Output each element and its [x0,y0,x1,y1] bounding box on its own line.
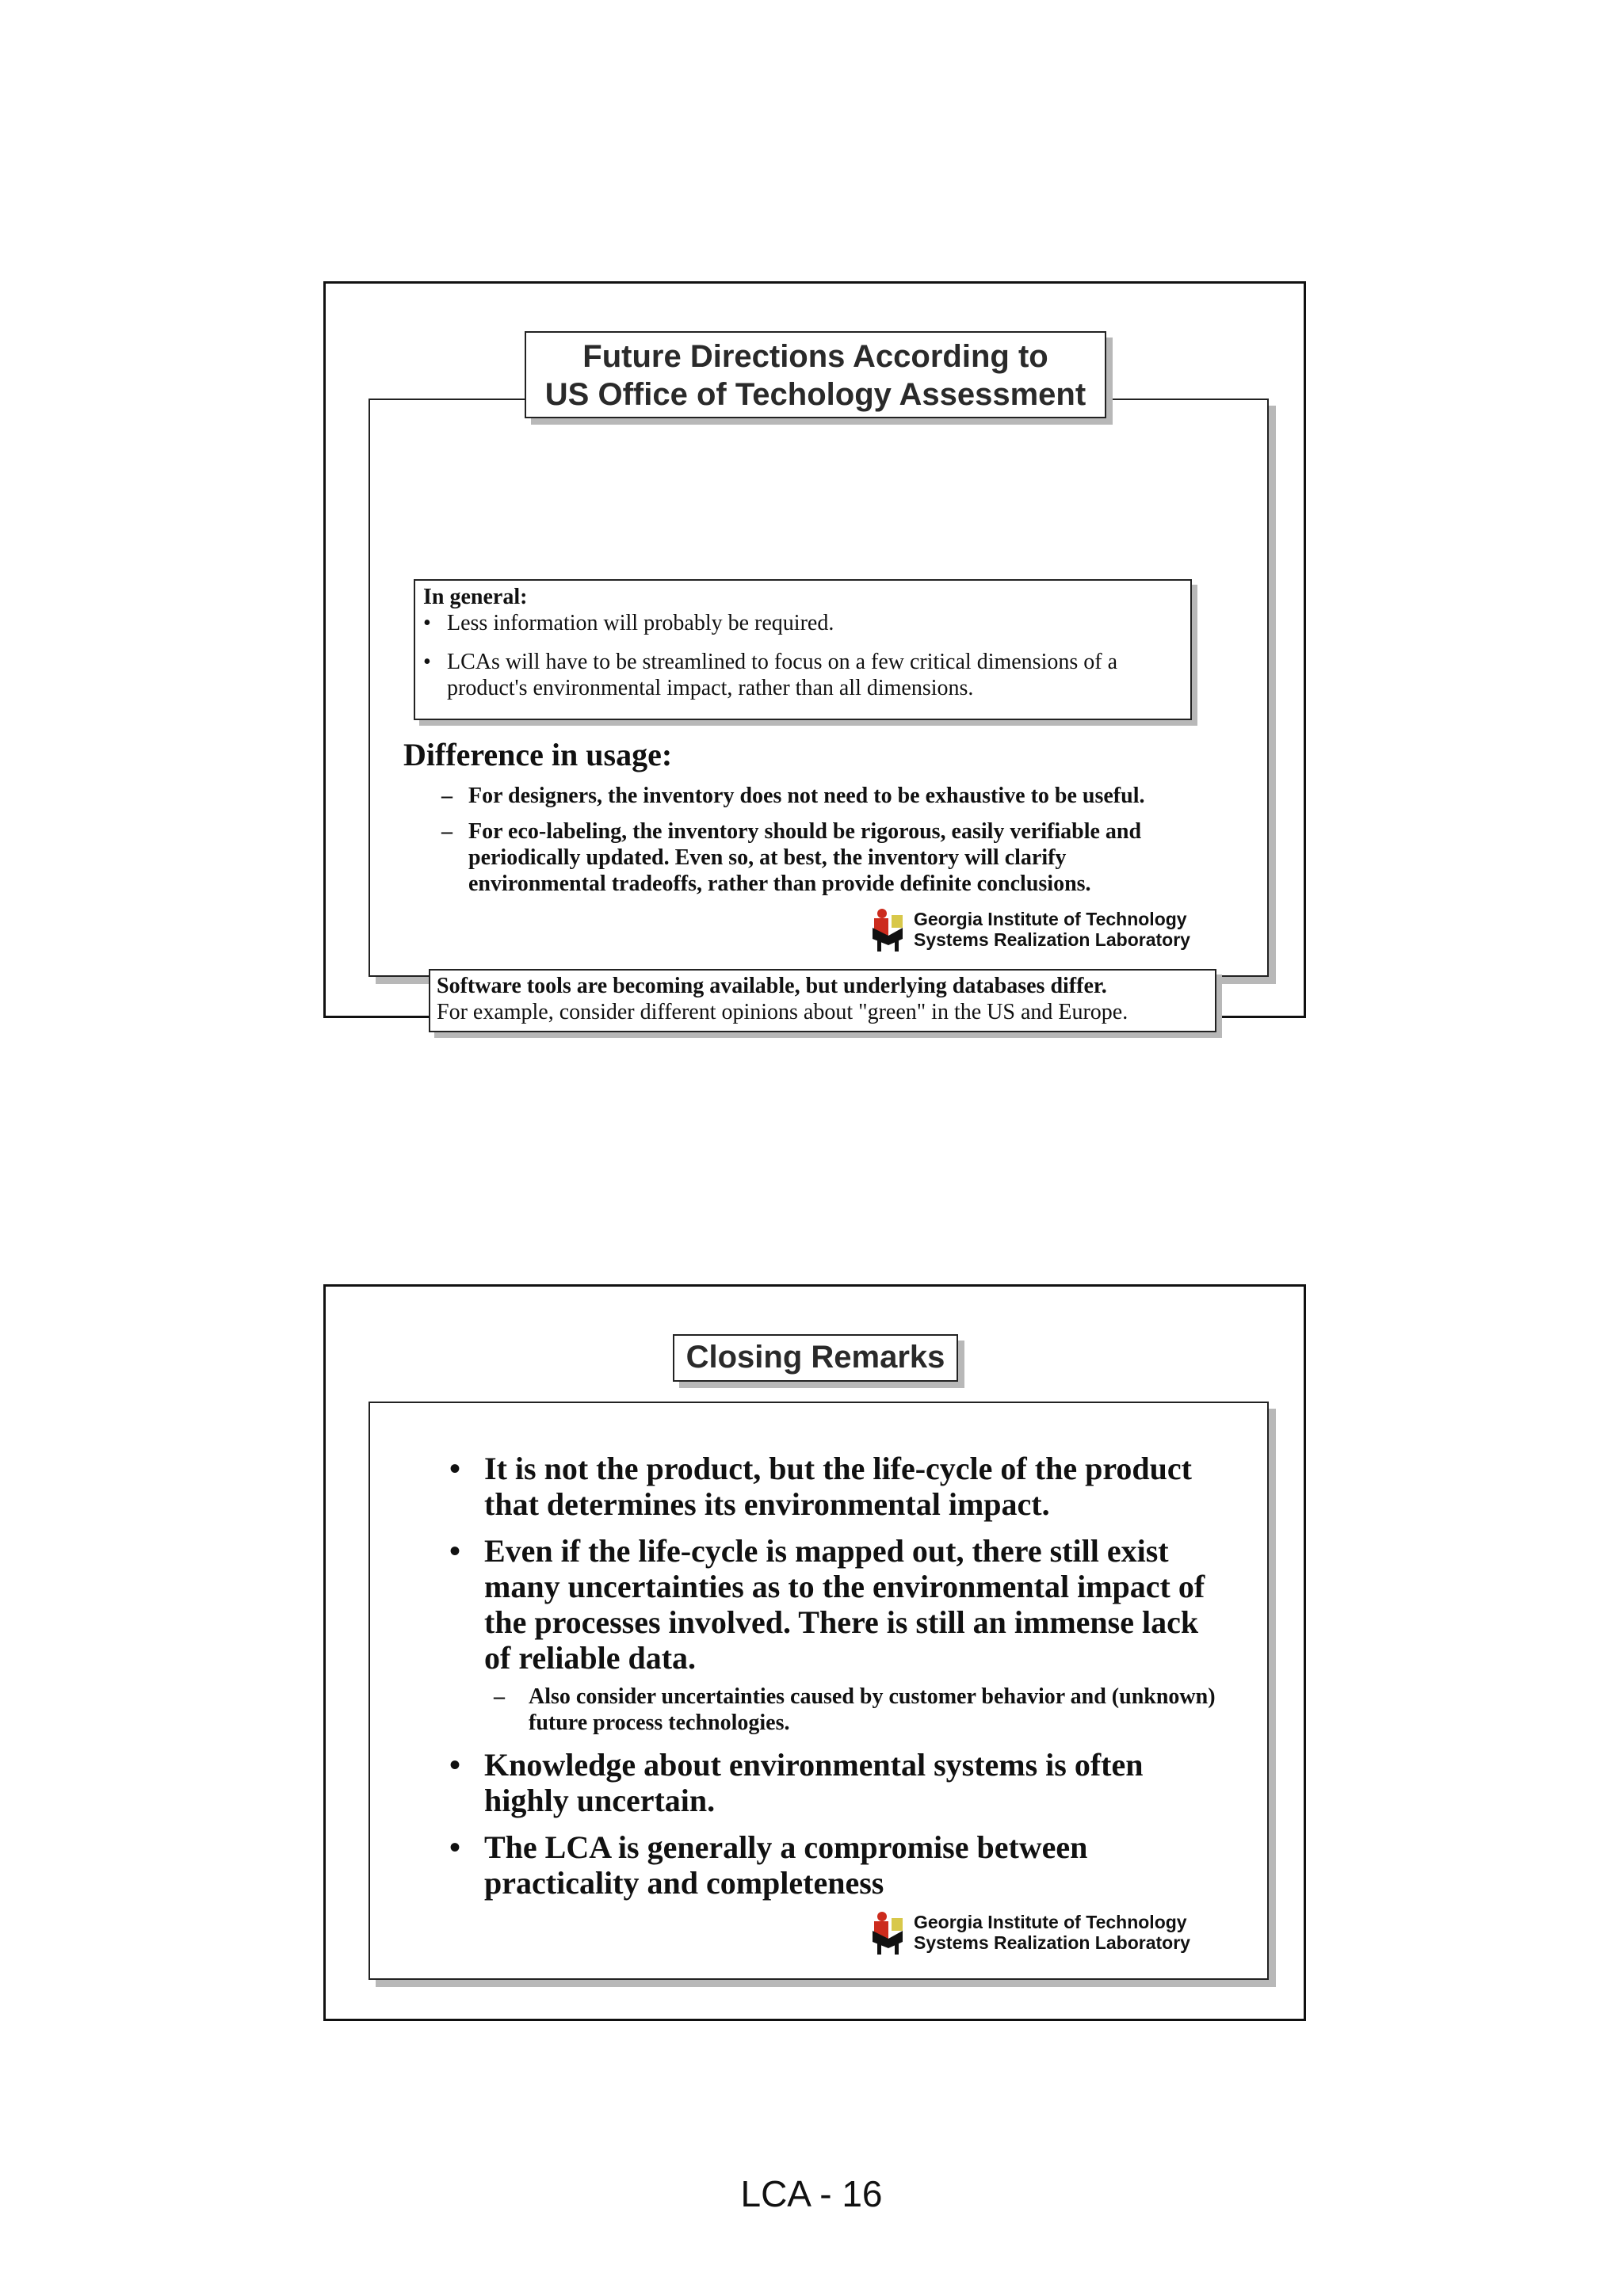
list-item [449,1747,1226,1818]
slide-title: Closing Remarks [673,1334,958,1382]
footer-lab: Systems Realization Laboratory [914,1932,1190,1953]
slide-content-panel [369,1402,1269,1980]
bullet-icon: • [449,1829,461,1865]
software-line-2: For example, consider different opinions about "green" in the US and Europe. [437,1000,1128,1024]
usage-list [441,783,1202,906]
list-item [441,783,1202,809]
bullet-icon: • [449,1451,461,1486]
footer-lab: Systems Realization Laboratory [914,929,1190,950]
bullet-icon: • [423,650,431,674]
footer-institute: Georgia Institute of Technology [914,1912,1187,1932]
dash-icon: – [441,784,453,808]
slide-content-panel [369,399,1269,1024]
in-general-box [414,579,1192,720]
in-general-heading: In general: [423,585,528,609]
footer-logo-block [871,1905,1220,1956]
list-item [423,649,1182,701]
bullet-icon: • [449,1747,461,1783]
footer-institute: Georgia Institute of Technology [914,909,1187,929]
sub-list-item [449,1684,1226,1736]
slide-title-line-2: US Office of Techology Assessment [544,377,1086,412]
georgia-tech-logo-icon [871,907,911,953]
dash-icon: – [494,1684,505,1709]
footer-logo-block [871,902,1220,953]
closing-remarks-list [449,1451,1226,1912]
list-item [441,818,1202,897]
list-item [449,1829,1226,1901]
bullet-icon: • [449,1533,461,1569]
list-item [449,1533,1226,1676]
bullet-icon: • [423,611,431,635]
slide-closing-remarks [323,1284,1306,2021]
slide-title [525,331,1106,418]
slide-future-directions [323,281,1306,1024]
software-tools-box [429,969,1216,1032]
list-item-text: For designers, the inventory does not need to be exhaustive to be useful. [468,784,1145,808]
list-item-text: Less information will probably be required. [447,611,834,635]
software-line-1: Software tools are becoming available, but underlying databases differ. [437,974,1107,998]
list-item-text: Knowledge about environmental systems is often highly uncertain. [484,1747,1144,1818]
list-item [423,610,1182,636]
georgia-tech-logo-icon [871,1910,911,1956]
slide-title-line-1: Future Directions According to [582,339,1048,374]
usage-heading: Difference in usage: [403,737,673,772]
list-item-text: It is not the product, but the life-cycle of the product that determines its environmental impact. [484,1451,1192,1522]
sub-list-item-text: Also consider uncertainties caused by customer behavior and (unknown) future process technologies. [529,1684,1216,1735]
list-item [449,1451,1226,1522]
list-item-text: LCAs will have to be streamlined to focus on a few critical dimensions of a product's environmental impact, rather than all dimensions. [447,650,1118,700]
list-item-text: Even if the life-cycle is mapped out, there still exist many uncertainties as to the environmental impact of the processes involved. There is still an immense lack of reliable data. [484,1533,1205,1676]
list-item-text: The LCA is generally a compromise between practicality and completeness [484,1829,1088,1901]
list-item-text: For eco-labeling, the inventory should be rigorous, easily verifiable and periodically updated. Even so, at best, the inventory will clarify environmental tradeoffs, rather than provide definite conclusions. [468,819,1142,896]
page-number: LCA - 16 [740,2173,883,2214]
dash-icon: – [441,819,453,844]
